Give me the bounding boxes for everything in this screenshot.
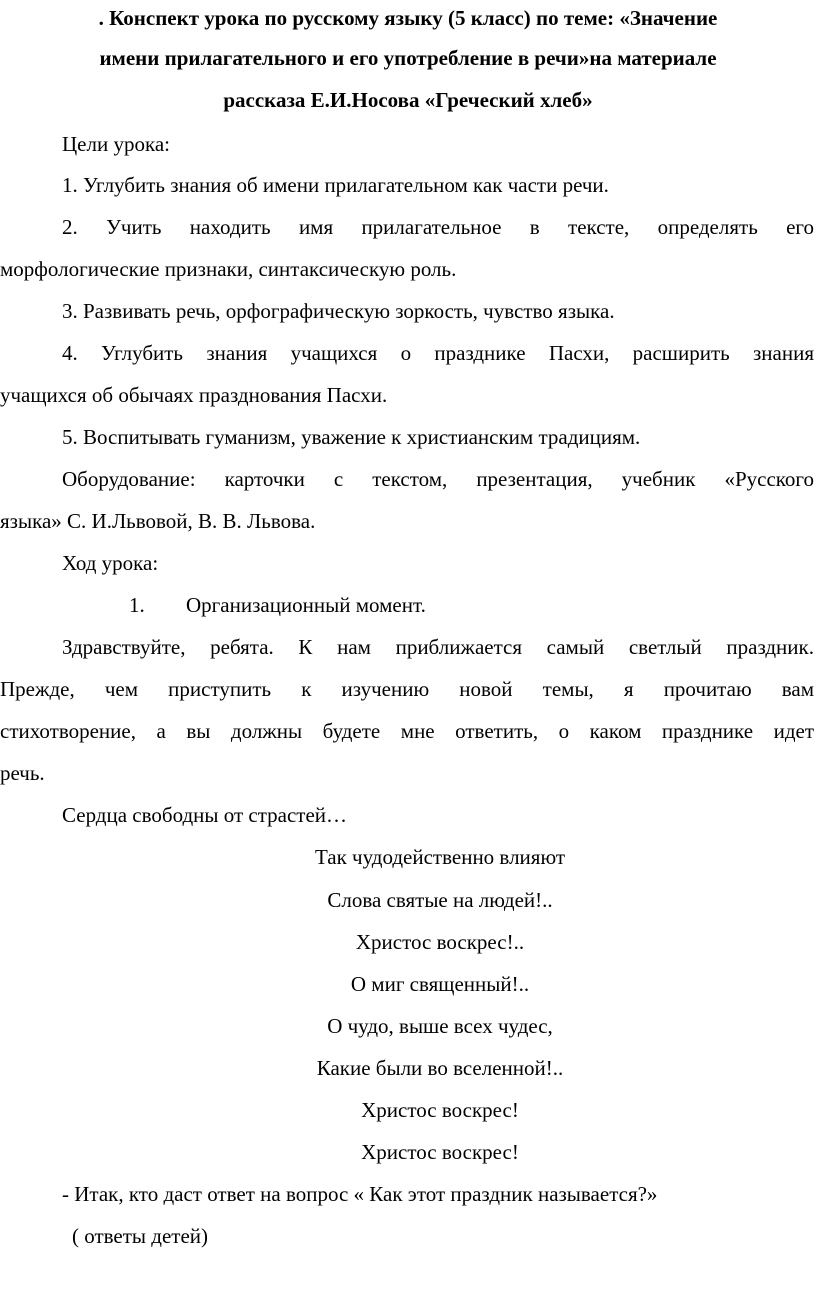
answer-note: ( ответы детей) (72, 1224, 209, 1248)
poem-line: О миг священный!.. (350, 972, 530, 996)
intro-line-3: стихотворение, а вы должны будете мне ответить, о каком празднике идет (0, 719, 814, 743)
poem-line: Так чудодейственно влияют (314, 845, 566, 869)
poem-first-line: Сердца свободны от страстей… (62, 803, 348, 827)
goal-item-3: 3. Развивать речь, орфографическую зоркость, чувство языка. (62, 299, 615, 323)
poem-line: Христос воскрес! (361, 1140, 519, 1164)
title-line-2: имени прилагательного и его употребление в речи»на материале (99, 46, 717, 70)
lesson-step-1-label: Организационный момент. (186, 593, 426, 617)
question-line: - Итак, кто даст ответ на вопрос « Как этот праздник называется?» (62, 1182, 658, 1206)
poem-line: О чудо, выше всех чудес, (327, 1014, 553, 1038)
goal-item-2-line-2: морфологические признаки, синтаксическую роль. (0, 257, 457, 281)
goal-item-2-line-1: 2. Учить находить имя прилагательное в тексте, определять его (62, 215, 814, 239)
lesson-step-1 (0, 591, 816, 619)
intro-line-2: Прежде, чем приступить к изучению новой темы, я прочитаю вам (0, 677, 814, 701)
lesson-heading: Ход урока: (62, 551, 159, 575)
goal-item-5: 5. Воспитывать гуманизм, уважение к христианским традициям. (62, 425, 641, 449)
poem-line: Христос воскрес! (361, 1098, 519, 1122)
goals-heading: Цели урока: (62, 132, 170, 156)
title-line-1: . Конспект урока по русскому языку (5 класс) по теме: «Значение (98, 6, 718, 30)
lesson-step-1-number: 1. (129, 593, 145, 617)
goal-item-4-line-2: учащихся об обычаях празднования Пасхи. (0, 383, 388, 407)
intro-line-4: речь. (0, 761, 45, 785)
title-line-3: рассказа Е.И.Носова «Греческий хлеб» (223, 88, 593, 112)
goal-item-1: 1. Углубить знания об имени прилагательном как части речи. (62, 173, 609, 197)
equipment-line-2: языка» С. И.Львовой, В. В. Львова. (0, 509, 316, 533)
poem-line: Какие были во вселенной!.. (316, 1056, 564, 1080)
goal-item-4-line-1: 4. Углубить знания учащихся о празднике Пасхи, расширить знания (62, 341, 814, 365)
poem-line: Слова святые на людей!.. (327, 888, 553, 912)
poem-line: Христос воскрес!.. (355, 930, 525, 954)
intro-line-1: Здравствуйте, ребята. К нам приближается самый светлый праздник. (62, 635, 814, 659)
equipment-line-1: Оборудование: карточки с текстом, презентация, учебник «Русского (62, 467, 814, 491)
